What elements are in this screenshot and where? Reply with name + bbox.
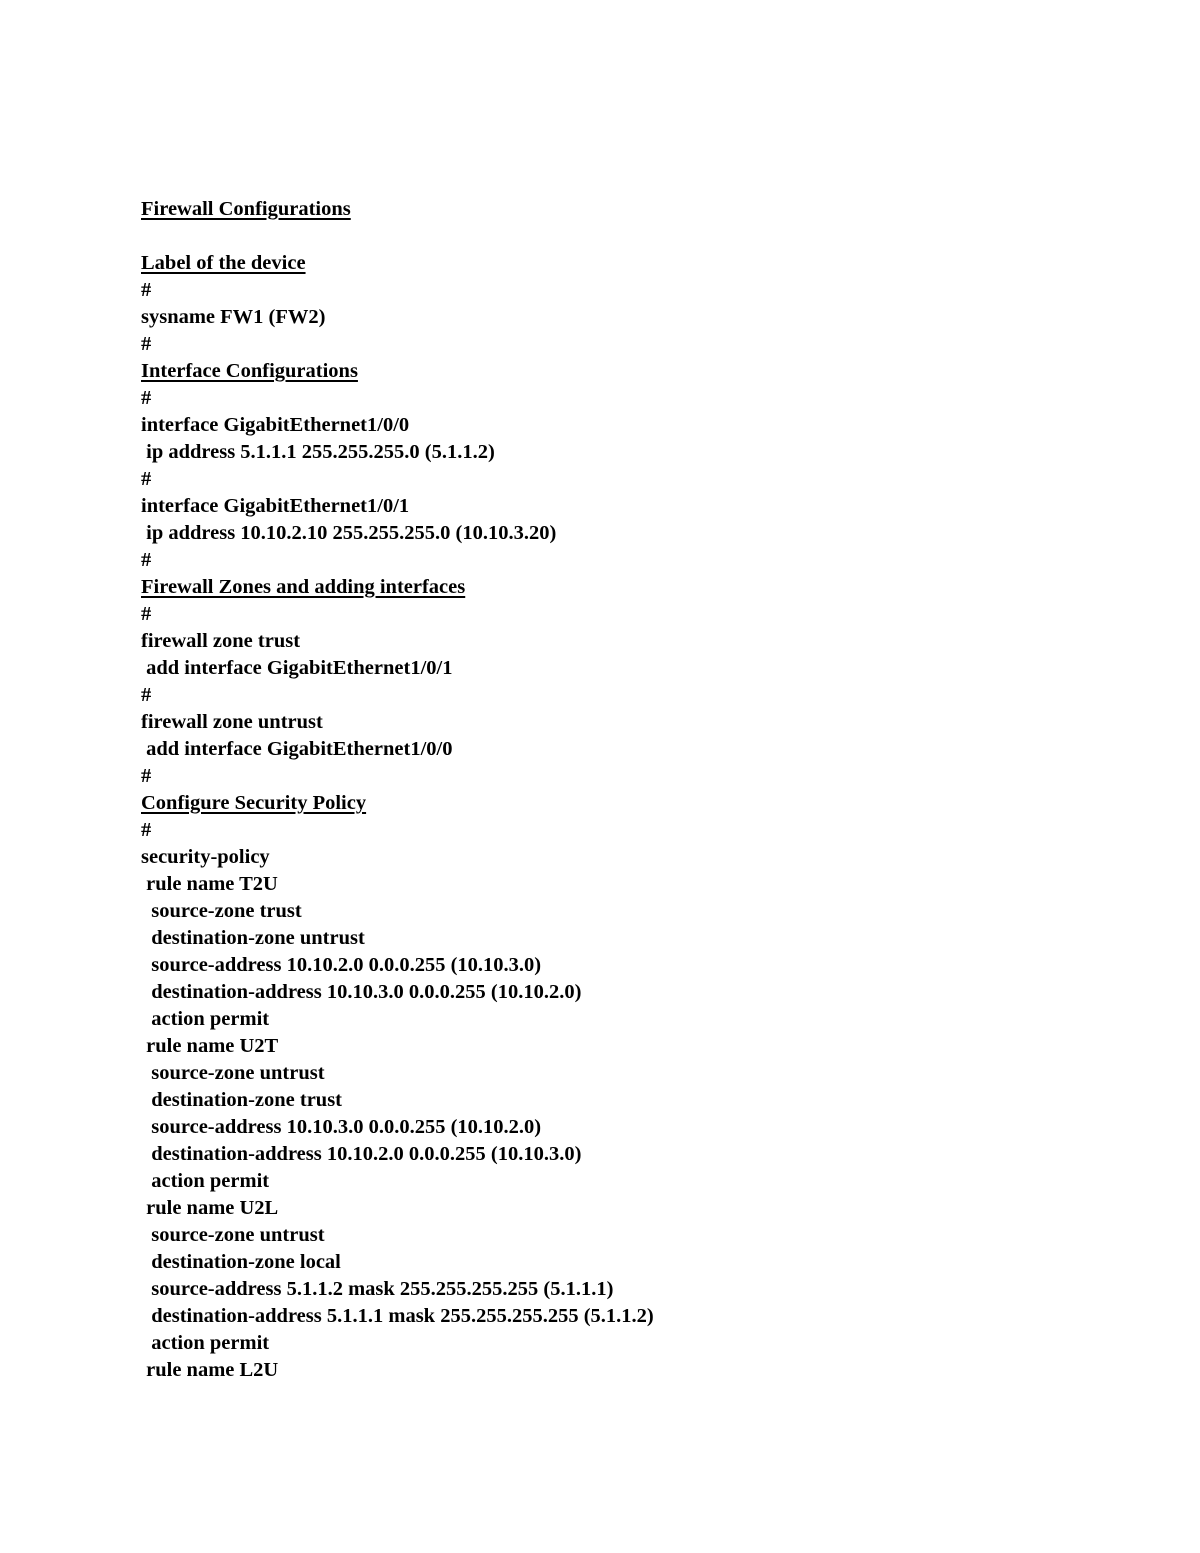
config-line: destination-zone untrust: [141, 927, 365, 949]
config-line: #: [141, 279, 152, 301]
config-line: rule name T2U: [141, 873, 278, 895]
config-line: sysname FW1 (FW2): [141, 306, 326, 328]
config-line: action permit: [141, 1332, 270, 1354]
config-line: rule name L2U: [141, 1359, 279, 1381]
config-line: rule name U2T: [141, 1035, 279, 1057]
config-line: source-address 10.10.3.0 0.0.0.255 (10.10.2.0): [141, 1116, 542, 1138]
config-line: rule name U2L: [141, 1197, 279, 1219]
config-line: firewall zone untrust: [141, 711, 323, 733]
config-line: #: [141, 684, 152, 706]
document-title: Firewall Configurations: [141, 198, 351, 220]
config-line: source-zone untrust: [141, 1224, 325, 1246]
config-line: destination-zone trust: [141, 1089, 343, 1111]
config-line: source-zone trust: [141, 900, 302, 922]
config-line: action permit: [141, 1008, 270, 1030]
config-line: ip address 5.1.1.1 255.255.255.0 (5.1.1.2): [141, 441, 495, 463]
config-line: #: [141, 603, 152, 625]
config-line: destination-address 10.10.3.0 0.0.0.255 (10.10.2.0): [141, 981, 582, 1003]
section-heading-zones: Firewall Zones and adding interfaces: [141, 576, 466, 598]
section-heading-device-label: Label of the device: [141, 252, 306, 274]
config-line: #: [141, 549, 152, 571]
config-line: source-address 10.10.2.0 0.0.0.255 (10.10.3.0): [141, 954, 542, 976]
section-heading-interfaces: Interface Configurations: [141, 360, 358, 382]
config-line: destination-address 10.10.2.0 0.0.0.255 (10.10.3.0): [141, 1143, 582, 1165]
config-line: interface GigabitEthernet1/0/0: [141, 414, 410, 436]
config-line: firewall zone trust: [141, 630, 301, 652]
config-line: #: [141, 765, 152, 787]
section-heading-security-policy: Configure Security Policy: [141, 792, 367, 814]
config-line: destination-address 5.1.1.1 mask 255.255.255.255 (5.1.1.2): [141, 1305, 654, 1327]
config-line: ip address 10.10.2.10 255.255.255.0 (10.10.3.20): [141, 522, 557, 544]
config-line: add interface GigabitEthernet1/0/1: [141, 657, 453, 679]
config-line: #: [141, 333, 152, 355]
config-line: #: [141, 387, 152, 409]
config-line: interface GigabitEthernet1/0/1: [141, 495, 410, 517]
config-line: security-policy: [141, 846, 270, 868]
spacer: [141, 223, 1121, 250]
config-line: #: [141, 468, 152, 490]
config-line: add interface GigabitEthernet1/0/0: [141, 738, 453, 760]
document-body: [141, 196, 1121, 1384]
config-line: destination-zone local: [141, 1251, 341, 1273]
config-line: action permit: [141, 1170, 270, 1192]
config-line: source-zone untrust: [141, 1062, 325, 1084]
config-line: #: [141, 819, 152, 841]
config-line: source-address 5.1.1.2 mask 255.255.255.255 (5.1.1.1): [141, 1278, 614, 1300]
